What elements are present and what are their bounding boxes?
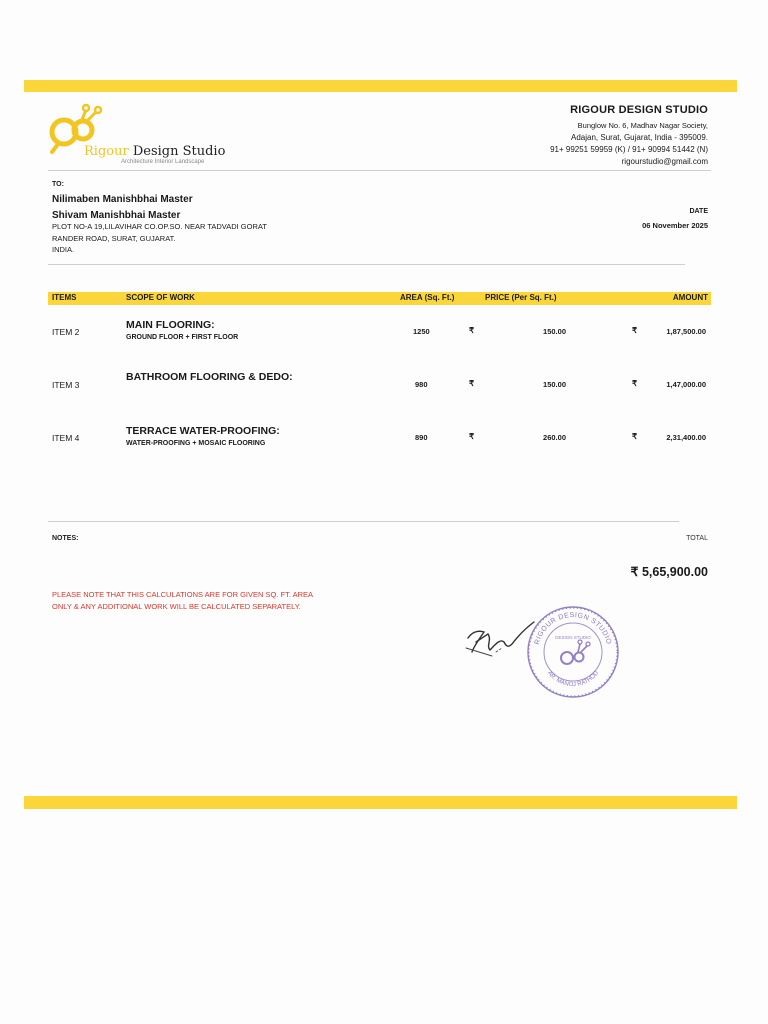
company-email[interactable]: rigourstudio@gmail.com bbox=[621, 157, 708, 166]
date-value: 06 November 2025 bbox=[642, 221, 708, 230]
logo-wordmark bbox=[84, 144, 225, 159]
row-amount: 1,47,000.00 bbox=[666, 380, 706, 389]
row-price: 260.00 bbox=[543, 433, 566, 442]
calculation-note-line2: ONLY & ANY ADDITIONAL WORK WILL BE CALCULATED SEPARATELY. bbox=[52, 601, 301, 611]
client-address-line2: RANDER ROAD, SURAT, GUJARAT. bbox=[52, 233, 176, 243]
row-amount-currency: ₹ bbox=[632, 379, 638, 388]
row-price-currency: ₹ bbox=[469, 326, 475, 335]
svg-text:AR. MANOJ RATHOD bbox=[546, 670, 600, 688]
row-item: ITEM 4 bbox=[52, 433, 80, 443]
row-scope-title: BATHROOM FLOORING & DEDO: bbox=[126, 371, 293, 383]
logo-wordmark-highlight: Rigour bbox=[84, 144, 129, 159]
row-price: 150.00 bbox=[543, 380, 566, 389]
header-scope: SCOPE OF WORK bbox=[126, 293, 195, 302]
row-amount: 1,87,500.00 bbox=[666, 327, 706, 336]
client-name-1: Nilimaben Manishbhai Master bbox=[52, 194, 193, 205]
row-area: 980 bbox=[415, 380, 428, 389]
header-items: ITEMS bbox=[52, 293, 77, 302]
row-item: ITEM 3 bbox=[52, 380, 80, 390]
client-address bbox=[52, 221, 267, 256]
client-address-line3: INDIA. bbox=[52, 245, 75, 254]
header-amount: AMOUNT bbox=[672, 293, 708, 302]
calculation-note bbox=[52, 589, 372, 612]
company-phone: 91+ 99251 59959 (K) / 91+ 90994 51442 (N) bbox=[550, 145, 708, 154]
row-amount-currency: ₹ bbox=[632, 432, 638, 441]
company-address-line2: Adajan, Surat, Gujarat, India - 395009. bbox=[571, 133, 708, 142]
header-price: PRICE (Per Sq. Ft.) bbox=[485, 293, 557, 302]
row-scope-title: TERRACE WATER-PROOFING: bbox=[126, 425, 280, 437]
row-price-currency: ₹ bbox=[469, 432, 475, 441]
date-label: DATE bbox=[689, 208, 708, 215]
total-label: TOTAL bbox=[686, 535, 708, 542]
client-divider bbox=[48, 264, 685, 265]
row-area: 1250 bbox=[413, 327, 430, 336]
client-names bbox=[52, 192, 193, 224]
top-accent-bar bbox=[24, 80, 737, 92]
stamp-top-text: RIGOUR DESIGN STUDIO bbox=[533, 611, 613, 646]
logo-tagline: Architecture Interior Landscape bbox=[121, 159, 205, 165]
row-scope-subtitle: GROUND FLOOR + FIRST FLOOR bbox=[126, 334, 239, 341]
row-amount: 2,31,400.00 bbox=[666, 433, 706, 442]
notes-label: NOTES: bbox=[52, 535, 79, 542]
row-amount-currency: ₹ bbox=[632, 326, 638, 335]
bottom-accent-bar bbox=[24, 796, 737, 809]
company-address-line1: Bunglow No. 6, Madhav Nagar Society, bbox=[577, 121, 708, 130]
client-name-2: Shivam Manishbhai Master bbox=[52, 210, 181, 221]
company-stamp-icon bbox=[520, 604, 626, 700]
client-address-line1: PLOT NO-A 19,LILAVIHAR CO.OP.SO. NEAR TADVADI GORAT bbox=[52, 222, 267, 231]
to-label: TO: bbox=[52, 181, 64, 188]
stamp-bottom-text: AR. MANOJ RATHOD bbox=[545, 670, 601, 689]
header-area: AREA (Sq. Ft.) bbox=[400, 293, 455, 302]
header-divider bbox=[48, 170, 711, 171]
row-item: ITEM 2 bbox=[52, 327, 80, 337]
row-price: 150.00 bbox=[543, 327, 566, 336]
company-info bbox=[408, 104, 708, 168]
logo-wordmark-rest: Design Studio bbox=[132, 144, 226, 159]
company-logo bbox=[48, 100, 248, 170]
company-name: RIGOUR DESIGN STUDIO bbox=[570, 104, 708, 116]
stamp-inner-text: DESIGN STUDIO bbox=[555, 635, 591, 640]
table-divider bbox=[48, 521, 679, 522]
row-scope-title: MAIN FLOORING: bbox=[126, 319, 215, 331]
row-area: 890 bbox=[415, 433, 428, 442]
calculation-note-line1: PLEASE NOTE THAT THIS CALCULATIONS ARE FOR GIVEN SQ. FT. AREA bbox=[52, 590, 314, 599]
table-header bbox=[48, 292, 711, 305]
row-scope-subtitle: WATER-PROOFING + MOSAIC FLOORING bbox=[126, 440, 266, 447]
row-price-currency: ₹ bbox=[469, 379, 475, 388]
total-value: ₹ 5,65,900.00 bbox=[630, 565, 708, 579]
